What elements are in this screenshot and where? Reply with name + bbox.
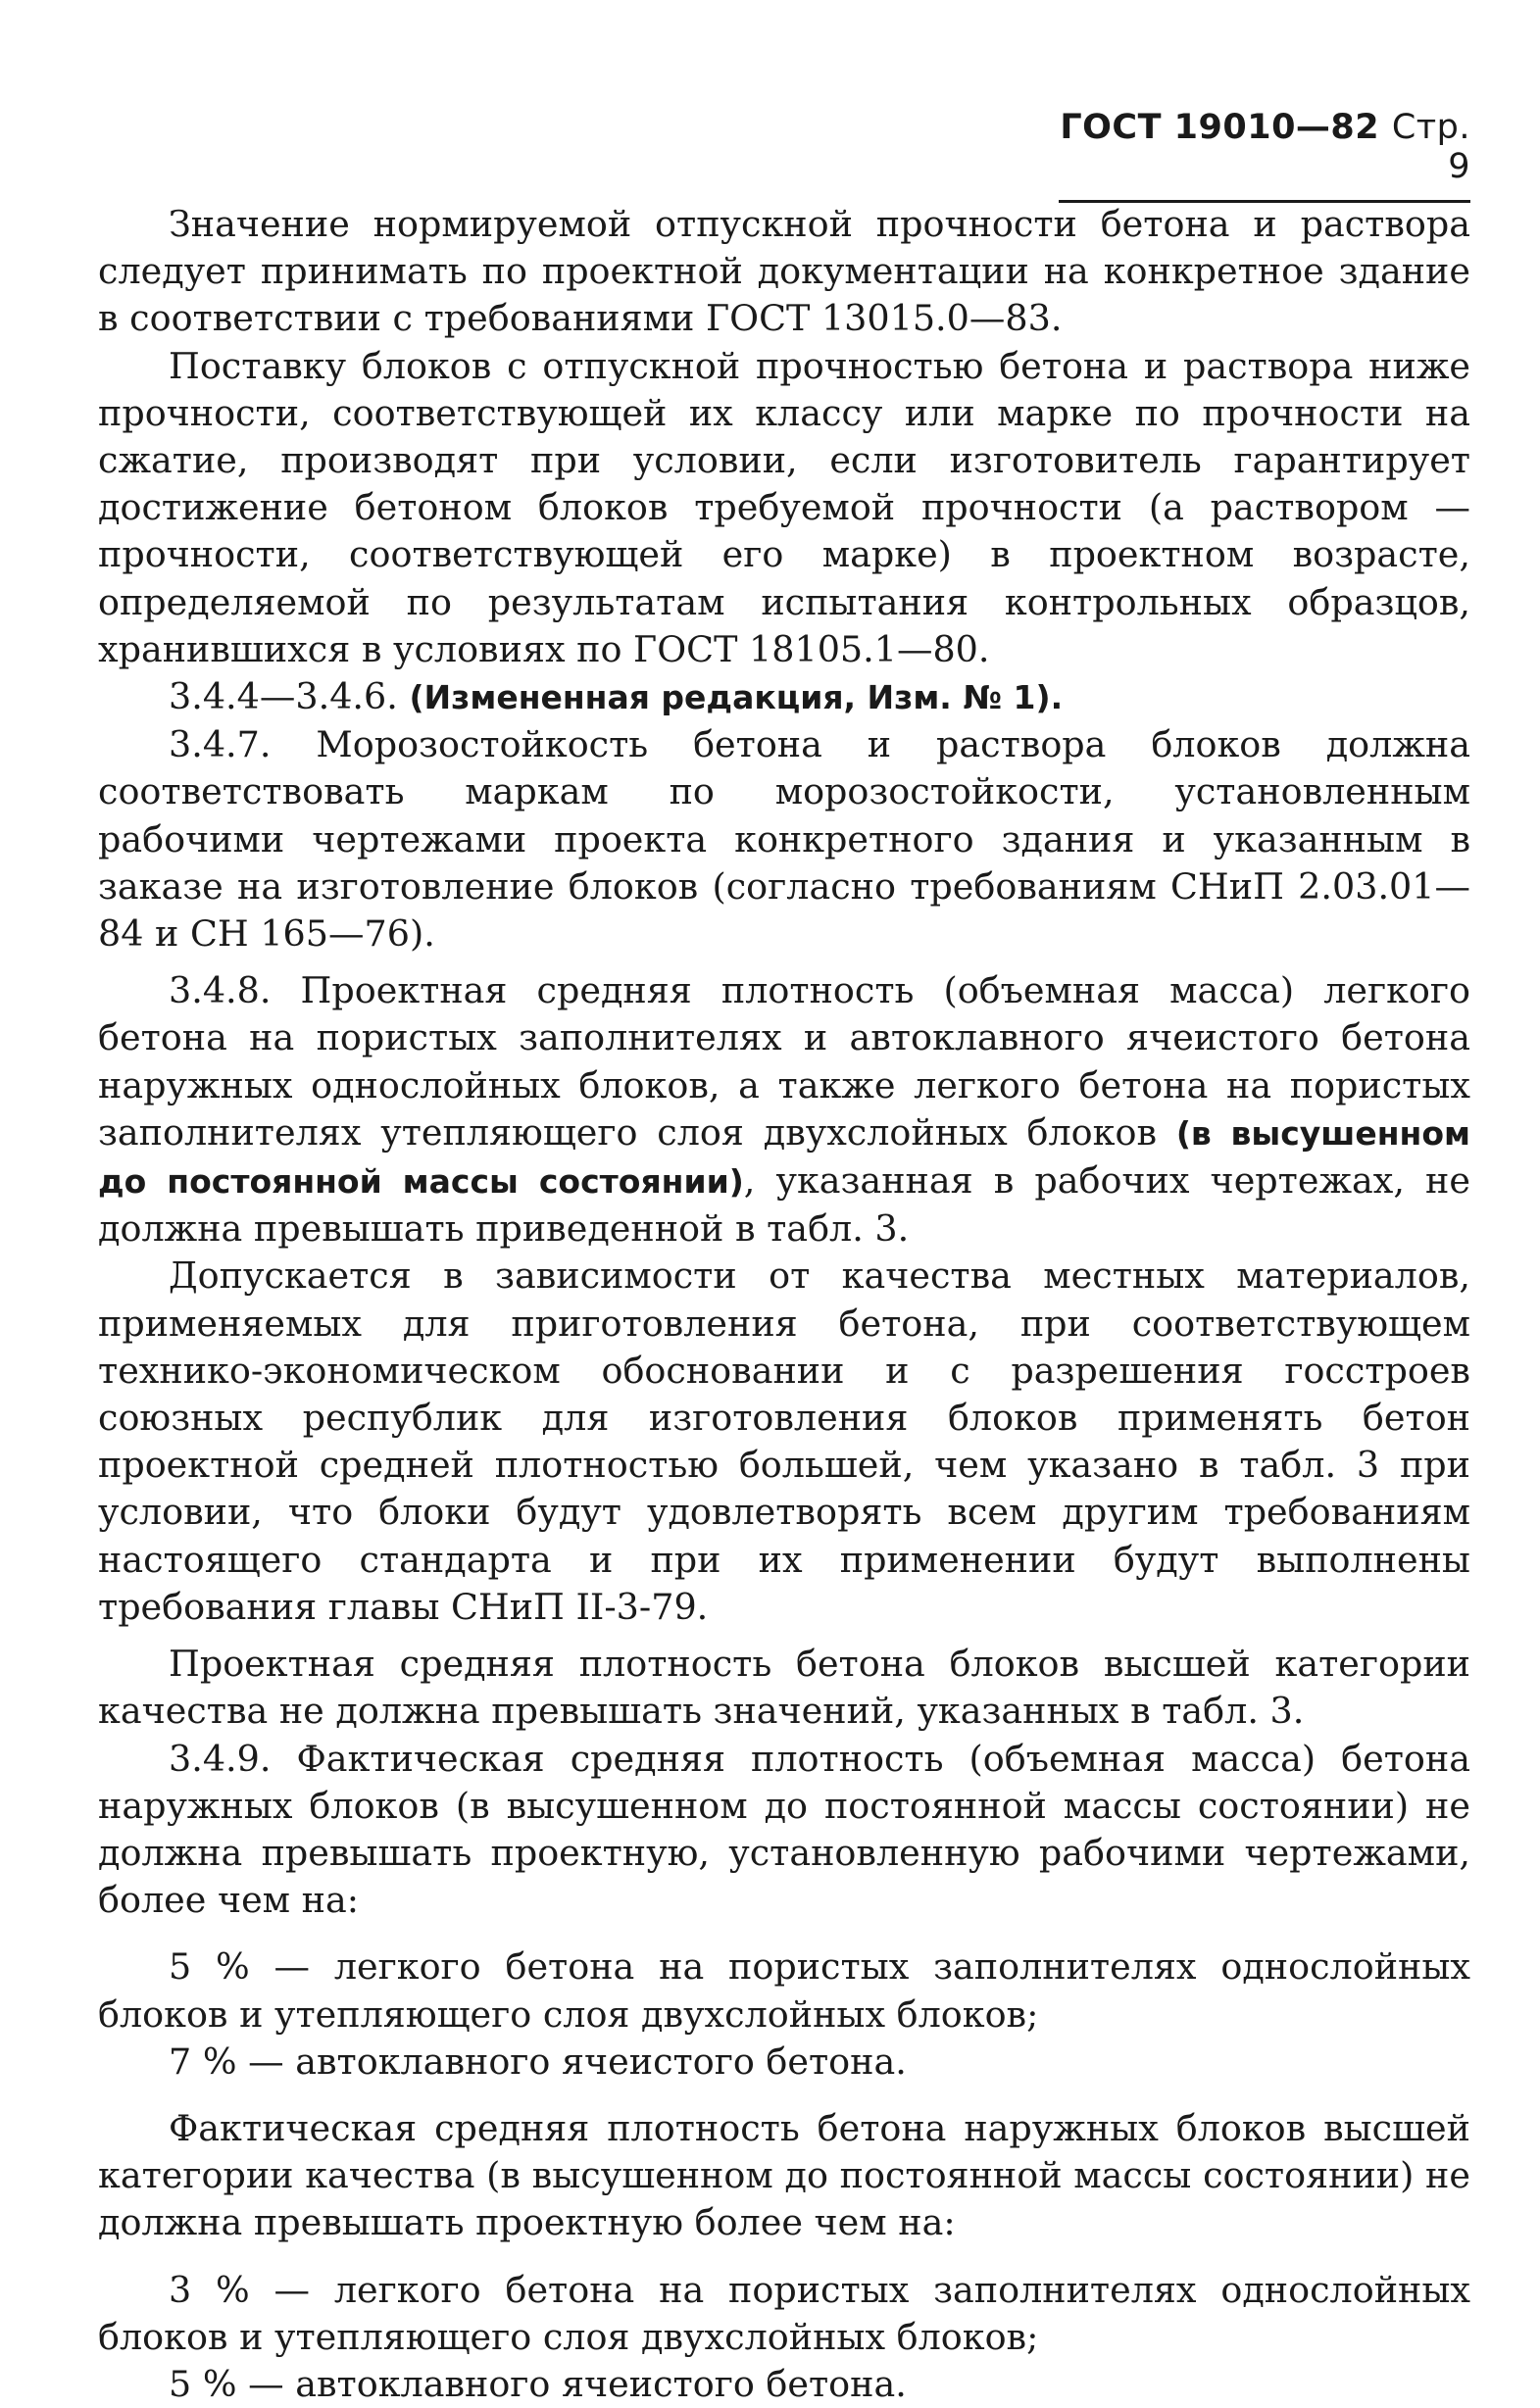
paragraph-3-4-4-3-4-6 — [98, 673, 1470, 721]
list-item-5-percent-light-concrete: 5 % — легкого бетона на пористых заполнителях однослойных блоков и утепляющего слоя двухслойных блоков; — [98, 1945, 1470, 2036]
paragraph-3-4-7: 3.4.7. Морозостойкость бетона и раствора блоков должна соответствовать маркам по морозостойкости, установленным рабочими чертежами проекта конкретного здания и указанным в заказе на изготовление блоков (согласно требованиям СНиП 2.03.01—84 и СН 165—76). — [98, 723, 1470, 956]
page-number: Стр. 9 — [1391, 108, 1470, 186]
paragraph-fakticheskaya-plotnost: Фактическая средняя плотность бетона наружных блоков высшей категории качества (в высушенном до постоянной массы состоянии) не должна превышать проектную более чем на: — [98, 2106, 1470, 2244]
list-item-7-percent-cellular-concrete: 7 % — автоклавного ячеистого бетона. — [169, 2039, 907, 2083]
paragraph-3-4-9: 3.4.9. Фактическая средняя плотность (объемная масса) бетона наружных блоков (в высушенном до постоянной массы состоянии) не должна превышать проектную, установленную рабочими чертежами, более чем на: — [98, 1737, 1470, 1922]
paragraph-postavka-blokov: Поставку блоков с отпускной прочностью бетона и раствора ниже прочности, соответствующей их классу или марке по прочности на сжатие, производят при условии, если изготовитель гарантирует достижение бетоном блоков требуемой прочности (а раствором — прочности, соответствующей его марке) в проектном возрасте, определяемой по результатам испытания контрольных образцов, хранившихся в условиях по ГОСТ 18105.1—80. — [98, 344, 1470, 670]
amendment-note: (Измененная редакция, Изм. № 1). — [409, 678, 1064, 717]
paragraph-3-4-8 — [98, 967, 1470, 1253]
paragraph-3-4-8-part1: 3.4.8. Проектная средняя плотность (объемная масса) легкого бетона на пористых заполнителях и автоклавного ячеистого бетона наружных однослойных блоков, а также легкого бетона на пористых заполнителях утепляющего слоя двухслойных блоков — [98, 969, 1470, 1154]
paragraph-3-4-8-part2: , указанная в рабочих чертежах, не должна превышать приведенной в табл. 3. — [98, 1159, 1470, 1251]
body-text — [98, 201, 1470, 2408]
dried-state-emphasis: (в высушенном до постоянной массы состоянии) — [98, 1113, 1470, 1202]
list-item-3-percent-light-concrete: 3 % — легкого бетона на пористых заполнителях однослойных блоков и утепляющего слоя двухслойных блоков; — [98, 2268, 1470, 2358]
document-page — [98, 0, 1470, 2405]
paragraph-vysshaya-kategoriya: Проектная средняя плотность бетона блоков высшей категории качества не должна превышать значений, указанных в табл. 3. — [98, 1643, 1470, 1733]
paragraph-otpusknaya-prochnost: Значение нормируемой отпускной прочности бетона и раствора следует принимать по проектной документации на конкретное здание в соответствии с требованиями ГОСТ 13015.0—83. — [98, 203, 1470, 340]
list-item-5-percent-cellular-concrete: 5 % — автоклавного ячеистого бетона. — [169, 2362, 907, 2405]
clause-number-range: 3.4.4—3.4.6. — [169, 675, 398, 718]
running-header — [1059, 108, 1470, 203]
paragraph-dopuskaetsya: Допускается в зависимости от качества местных материалов, применяемых для приготовления бетона, при соответствующем технико-экономическом обосновании и с разрешения госстроев союзных республик для изготовления блоков применять бетон проектной средней плотностью большей, чем указано в табл. 3 при условии, что блоки будут удовлетворять всем другим требованиям настоящего стандарта и при их применении будут выполнены требования главы СНиП II-3-79. — [98, 1254, 1470, 1628]
standard-designation: ГОСТ 19010—82 — [1060, 108, 1380, 147]
